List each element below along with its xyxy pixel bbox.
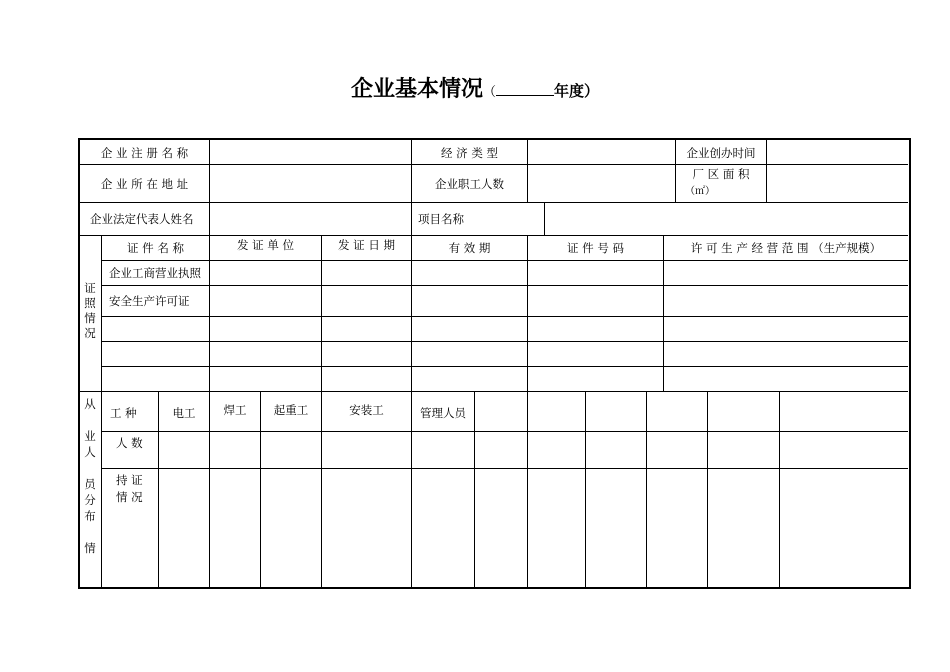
col-line bbox=[663, 235, 664, 391]
cert-validity-header: 有 效 期 bbox=[448, 241, 491, 255]
row-line bbox=[101, 431, 908, 432]
col-line bbox=[209, 140, 210, 202]
cert-row-name: 安全生产许可证 bbox=[109, 294, 190, 308]
founded-date-label: 企业创办时间 bbox=[686, 146, 756, 160]
certified-label-line1: 持 证 bbox=[116, 473, 143, 487]
legal-rep-label: 企业法定代表人姓名 bbox=[90, 212, 194, 226]
col-line bbox=[411, 391, 412, 587]
work-type-manager: 管理人员 bbox=[420, 406, 466, 420]
title-year-suffix: 年度） bbox=[554, 82, 600, 100]
row-line bbox=[101, 366, 908, 367]
staff-count-label: 企业职工人数 bbox=[435, 177, 504, 191]
title-open-paren: （ bbox=[482, 85, 496, 100]
col-line bbox=[766, 140, 767, 202]
personnel-section-label: 从 业 人 员 分 布 情 bbox=[84, 397, 96, 555]
row-line bbox=[101, 285, 908, 286]
row-line bbox=[101, 341, 908, 342]
economic-type-value[interactable] bbox=[529, 141, 674, 163]
col-line bbox=[411, 235, 412, 391]
col-line bbox=[544, 202, 545, 235]
col-line bbox=[209, 391, 210, 587]
col-line bbox=[209, 202, 210, 235]
page-title bbox=[0, 72, 950, 103]
col-line bbox=[707, 391, 708, 587]
cert-name-header: 证 件 名 称 bbox=[127, 241, 184, 255]
enterprise-address-label: 企 业 所 在 地 址 bbox=[100, 177, 189, 191]
col-line bbox=[209, 235, 210, 391]
legal-rep-value[interactable] bbox=[211, 204, 410, 234]
plant-area-value[interactable] bbox=[768, 166, 907, 201]
row-line bbox=[79, 202, 908, 203]
certified-label-line2: 情 况 bbox=[116, 490, 143, 504]
work-type-electrician: 电工 bbox=[172, 406, 196, 420]
plant-area-label: 厂 区 面 积 bbox=[692, 167, 750, 181]
certificates-section-label: 证 照 情 况 bbox=[84, 281, 96, 340]
project-name-label: 项目名称 bbox=[418, 212, 464, 226]
work-type-hoisting: 起重工 bbox=[273, 403, 309, 417]
work-type-label: 工 种 bbox=[110, 406, 137, 420]
staff-count-value[interactable] bbox=[529, 166, 674, 201]
plant-area-unit: （㎡） bbox=[685, 186, 715, 197]
cert-number-header: 证 件 号 码 bbox=[567, 241, 624, 255]
col-line bbox=[527, 235, 528, 391]
col-line bbox=[411, 202, 412, 235]
headcount-label: 人 数 bbox=[116, 436, 143, 450]
col-line bbox=[260, 391, 261, 587]
row-line bbox=[79, 235, 908, 236]
row-line bbox=[101, 468, 908, 469]
col-line bbox=[474, 391, 475, 587]
work-type-installer: 安装工 bbox=[349, 403, 384, 417]
founded-date-value[interactable] bbox=[768, 141, 907, 163]
enterprise-address-value[interactable] bbox=[211, 166, 410, 201]
row-line bbox=[79, 164, 908, 165]
row-line bbox=[101, 260, 908, 261]
col-line bbox=[321, 391, 322, 587]
cert-scope-header: 许 可 生 产 经 营 范 围 （生产规模） bbox=[690, 241, 882, 255]
row-line bbox=[79, 391, 908, 392]
col-line bbox=[585, 391, 586, 587]
cert-issue-date-header: 发 证 日 期 bbox=[338, 238, 395, 252]
col-line bbox=[527, 391, 528, 587]
enterprise-name-label: 企 业 注 册 名 称 bbox=[100, 146, 189, 160]
project-name-value[interactable] bbox=[546, 204, 907, 234]
title-main: 企业基本情况 bbox=[350, 77, 483, 102]
work-type-welder: 焊工 bbox=[223, 403, 247, 417]
enterprise-name-value[interactable] bbox=[211, 141, 410, 163]
cert-issuer-header: 发 证 单 位 bbox=[237, 238, 294, 252]
col-line bbox=[101, 235, 102, 587]
col-line bbox=[779, 391, 780, 587]
col-line bbox=[646, 391, 647, 587]
row-line bbox=[101, 316, 908, 317]
economic-type-label: 经 济 类 型 bbox=[441, 146, 498, 160]
col-line bbox=[158, 391, 159, 587]
col-line bbox=[321, 235, 322, 391]
col-line bbox=[527, 140, 528, 202]
year-blank bbox=[496, 83, 554, 96]
cert-row-name: 企业工商营业执照 bbox=[109, 266, 201, 280]
